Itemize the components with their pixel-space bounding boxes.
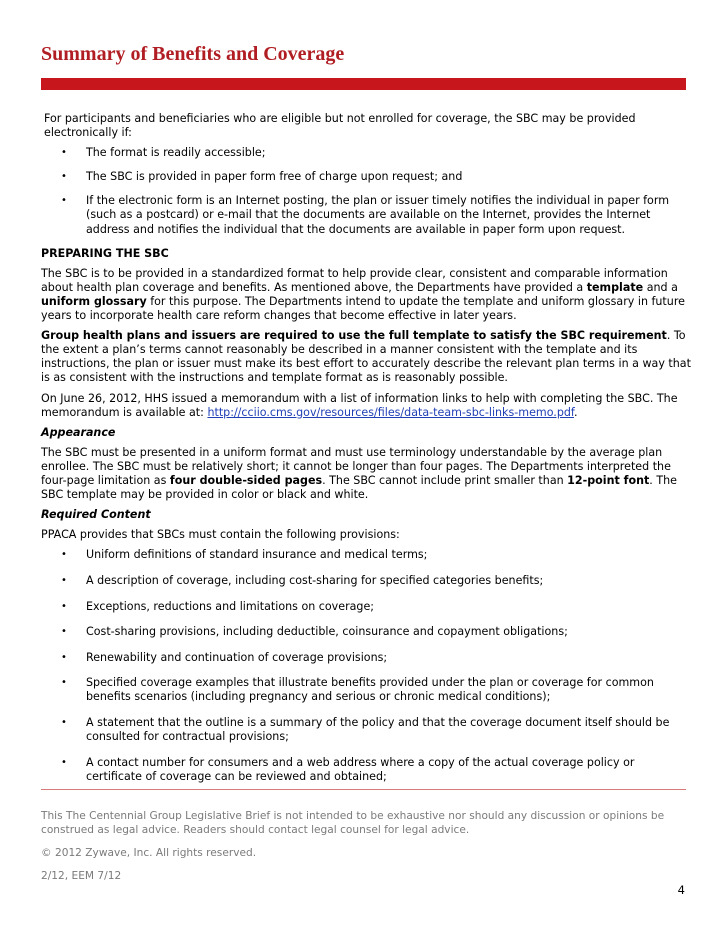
footer: [41, 809, 701, 892]
preparing-paragraph-2: Group health plans and issuers are required to use the full template to satisfy the SBC requirement. To the extent a plan’s terms cannot reasonably be described in a manner consistent with the template and its instructions, the plan or issuer must make its best effort to accurately describe the relevant plan terms in a way that is as consistent with the instructions and template format as is reasonably possible.: [41, 329, 691, 385]
list-item: • A statement that the outline is a summary of the policy and that the coverage document itself should be consulted for contractual provisions;: [61, 716, 670, 744]
preparing-paragraph-1: The SBC is to be provided in a standardized format to help provide clear, consistent and comparable information about health plan coverage and benefits. As mentioned above, the Departments have provided a template and a uniform glossary for this purpose. The Departments intend to update the template and uniform glossary in future years to incorporate health care reform changes that become effective in later years.: [41, 266, 685, 323]
bullet-icon: •: [61, 195, 67, 207]
list-item: • Uniform definitions of standard insurance and medical terms;: [61, 548, 428, 562]
bullet-icon: •: [61, 677, 67, 689]
required-content-heading: Required Content: [41, 508, 151, 522]
footer-rule: [41, 789, 686, 790]
intro-bullet-list: [41, 146, 691, 236]
bullet-icon: •: [61, 171, 67, 183]
list-item: • A contact number for consumers and a web address where a copy of the actual coverage policy or certificate of coverage can be reviewed and obtained;: [61, 755, 635, 783]
list-item: • If the electronic form is an Internet posting, the plan or issuer timely notifies the individual in paper form (such as a postcard) or e-mail that the documents are available on the Internet, provides the Internet address and notifies the individual that the documents are available in paper form upon request.: [61, 194, 670, 236]
bullet-icon: •: [61, 717, 67, 728]
appearance-heading: Appearance: [41, 425, 116, 439]
header-rule: [41, 78, 686, 90]
page-number: 4: [677, 883, 685, 897]
bullet-icon: •: [61, 626, 67, 638]
bullet-icon: •: [61, 147, 67, 159]
preparing-heading: PREPARING THE SBC: [41, 246, 169, 260]
list-item: • Specified coverage examples that illustrate benefits provided under the plan or coverage for common benefits scenarios (including pregnancy and serious or chronic medical conditions);: [61, 676, 654, 704]
bullet-icon: •: [61, 756, 67, 768]
preparing-paragraph-3: On June 26, 2012, HHS issued a memorandum with a list of information links to help with completing the SBC. The memorandum is available at: http://cciio.cms.gov/resources/files/data-team-sbc-links-memo.pdf.: [41, 391, 678, 419]
footer-copyright: © 2012 Zywave, Inc. All rights reserved.: [41, 847, 257, 859]
bullet-icon: •: [61, 549, 67, 561]
required-content-list: [41, 548, 691, 784]
list-item: • The SBC is provided in paper form free of charge upon request; and: [61, 170, 463, 184]
bullet-icon: •: [61, 574, 67, 586]
bullet-icon: •: [61, 651, 67, 663]
list-item: • A description of coverage, including cost-sharing for specified categories benefits;: [61, 573, 544, 587]
list-item: • Exceptions, reductions and limitations on coverage;: [61, 599, 375, 613]
footer-disclaimer: This The Centennial Group Legislative Brief is not intended to be exhaustive nor should any discussion or opinions be construed as legal advice. Readers should contact legal counsel for legal advice.: [41, 810, 665, 836]
list-item: • Renewability and continuation of coverage provisions;: [61, 650, 388, 664]
appearance-paragraph: The SBC must be presented in a uniform format and must use terminology understandable by the average plan enrollee. The SBC must be relatively short; it cannot be longer than four pages. The Departments interpreted the four-page limitation as four double-sided pages. The SBC cannot include print smaller than 12-point font. The SBC template may be provided in color or black and white.: [41, 445, 677, 502]
bullet-icon: •: [61, 600, 67, 612]
content-body: [41, 112, 691, 795]
intro-paragraph: For participants and beneficiaries who are eligible but not enrolled for coverage, the SBC may be provided electronically if:: [44, 112, 636, 140]
list-item: • The format is readily accessible;: [61, 146, 266, 160]
page-title: Summary of Benefits and Coverage: [41, 43, 345, 65]
required-content-intro: PPACA provides that SBCs must contain the following provisions:: [41, 528, 400, 542]
memo-link[interactable]: http://cciio.cms.gov/resources/files/data-team-sbc-links-memo.pdf: [207, 405, 575, 419]
footer-code: 2/12, EEM 7/12: [41, 870, 122, 882]
list-item: • Cost-sharing provisions, including deductible, coinsurance and copayment obligations;: [61, 625, 568, 639]
